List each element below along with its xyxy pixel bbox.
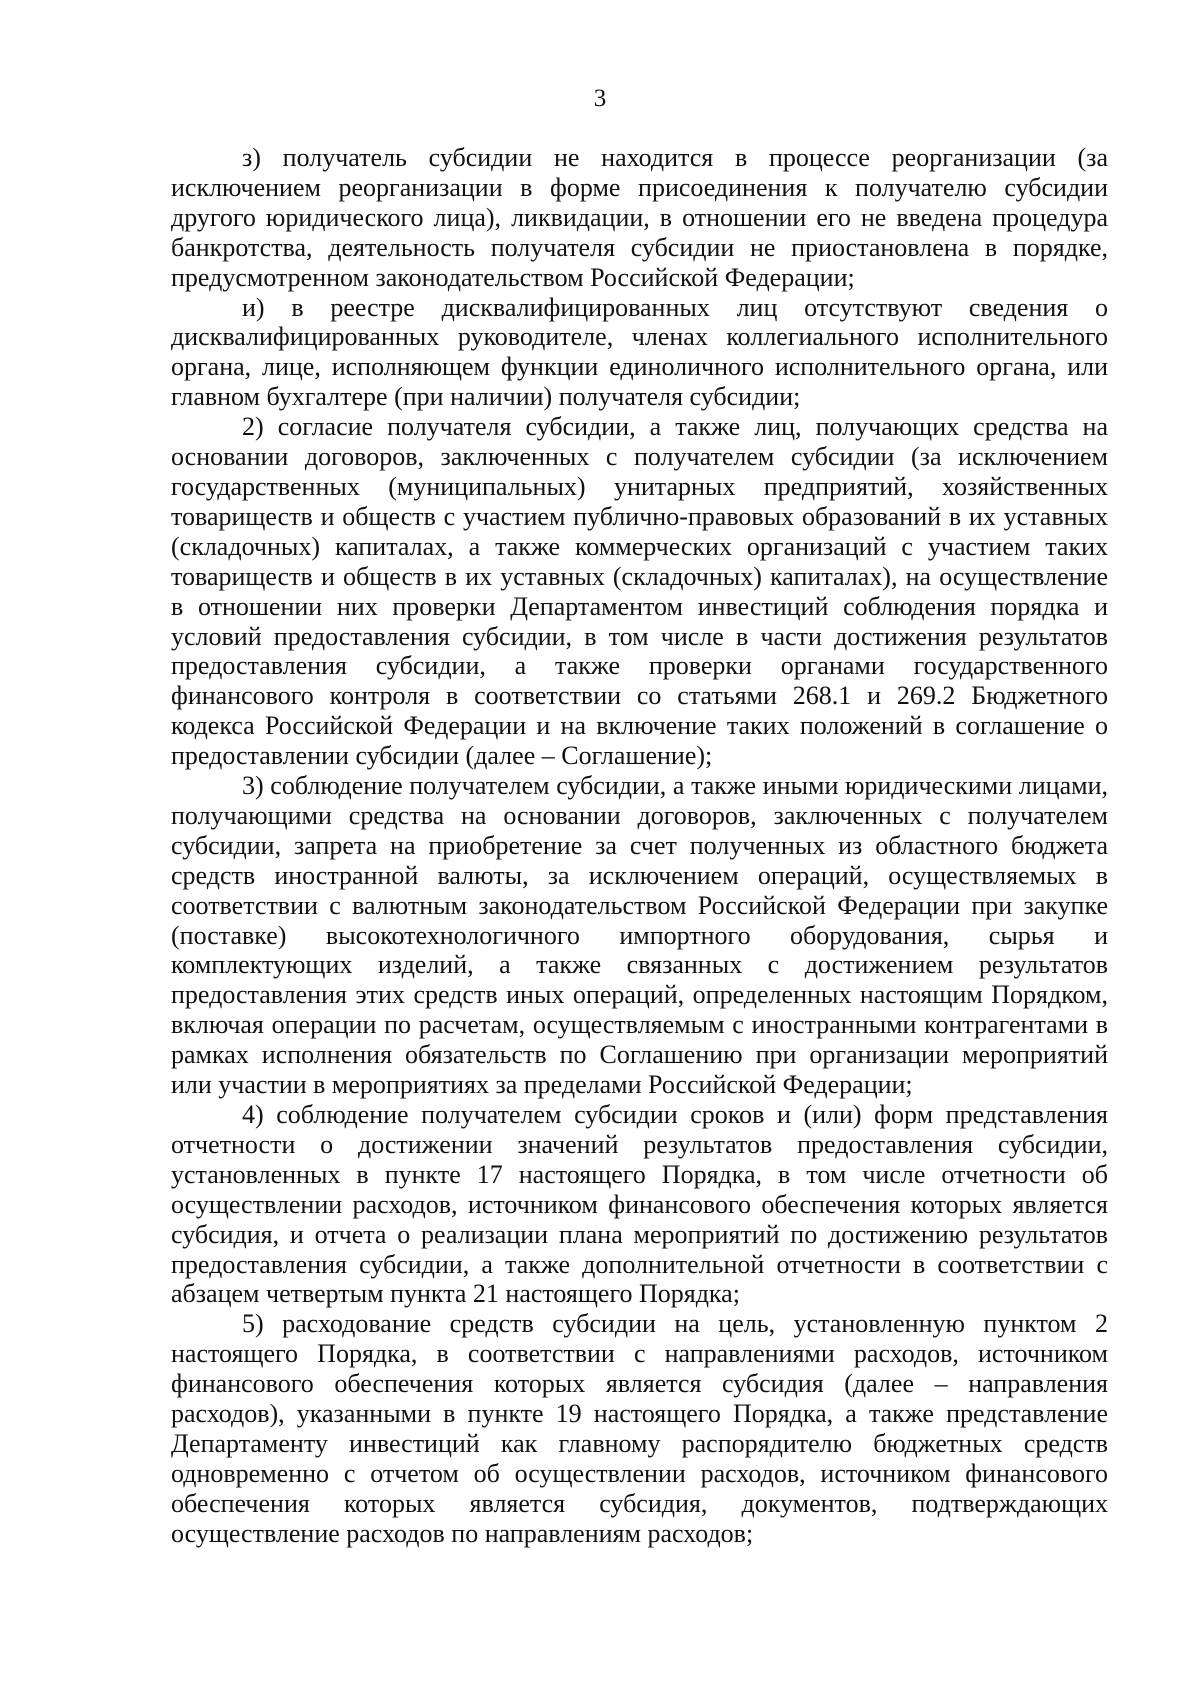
paragraph-2: 2) согласие получателя субсидии, а также лиц, получающих средства на основании договоров, заключенных с получателем субсидии (за исключением государственных (муниципальных) унитарных предприятий, хозяйственных товариществ и обществ с участием публично-правовых образований в их уставных (складочных) капиталах, а также коммерческих организаций с участием таких товариществ и обществ в их уставных (складочных) капиталах), на осуществление в отношении них проверки Департаментом инвестиций соблюдения порядка и условий предоставления субсидии, в том числе в части достижения результатов предоставления субсидии, а также проверки органами государственного финансового контроля в соответствии со статьями 268.1 и 269.2 Бюджетного кодекса Российской Федерации и на включение таких положений в соглашение о предоставлении субсидии (далее – Соглашение);: [171, 412, 1108, 771]
page-number: 3: [593, 85, 607, 112]
document-body: [171, 143, 1108, 1549]
paragraph-4: 4) соблюдение получателем субсидии сроков и (или) форм представления отчетности о достижении значений результатов предоставления субсидии, установленных в пункте 17 настоящего Порядка, в том числе отчетности об осуществлении расходов, источником финансового обеспечения которых является субсидия, и отчета о реализации плана мероприятий по достижению результатов предоставления субсидии, а также дополнительной отчетности в соответствии с абзацем четвертым пункта 21 настоящего Порядка;: [171, 1100, 1108, 1309]
paragraph-z: з) получатель субсидии не находится в процессе реорганизации (за исключением реорганизации в форме присоединения к получателю субсидии другого юридического лица), ликвидации, в отношении его не введена процедура банкротства, деятельность получателя субсидии не приостановлена в порядке, предусмотренном законодательством Российской Федерации;: [171, 143, 1108, 292]
paragraph-5: 5) расходование средств субсидии на цель, установленную пунктом 2 настоящего Порядка, в соответствии с направлениями расходов, источником финансового обеспечения которых является субсидия (далее – направления расходов), указанными в пункте 19 настоящего Порядка, а также представление Департаменту инвестиций как главному распорядителю бюджетных средств одновременно с отчетом об осуществлении расходов, источником финансового обеспечения которых является субсидия, документов, подтверждающих осуществление расходов по направлениям расходов;: [171, 1309, 1108, 1548]
paragraph-3: 3) соблюдение получателем субсидии, а также иными юридическими лицами, получающими средства на основании договоров, заключенных с получателем субсидии, запрета на приобретение за счет полученных из областного бюджета средств иностранной валюты, за исключением операций, осуществляемых в соответствии с валютным законодательством Российской Федерации при закупке (поставке) высокотехнологичного импортного оборудования, сырья и комплектующих изделий, а также связанных с достижением результатов предоставления этих средств иных операций, определенных настоящим Порядком, включая операции по расчетам, осуществляемым с иностранными контрагентами в рамках исполнения обязательств по Соглашению при организации мероприятий или участии в мероприятиях за пределами Российской Федерации;: [171, 771, 1108, 1100]
paragraph-i: и) в реестре дисквалифицированных лиц отсутствуют сведения о дисквалифицированных руководителе, членах коллегиального исполнительного органа, лице, исполняющем функции единоличного исполнительного органа, или главном бухгалтере (при наличии) получателя субсидии;: [171, 292, 1108, 412]
